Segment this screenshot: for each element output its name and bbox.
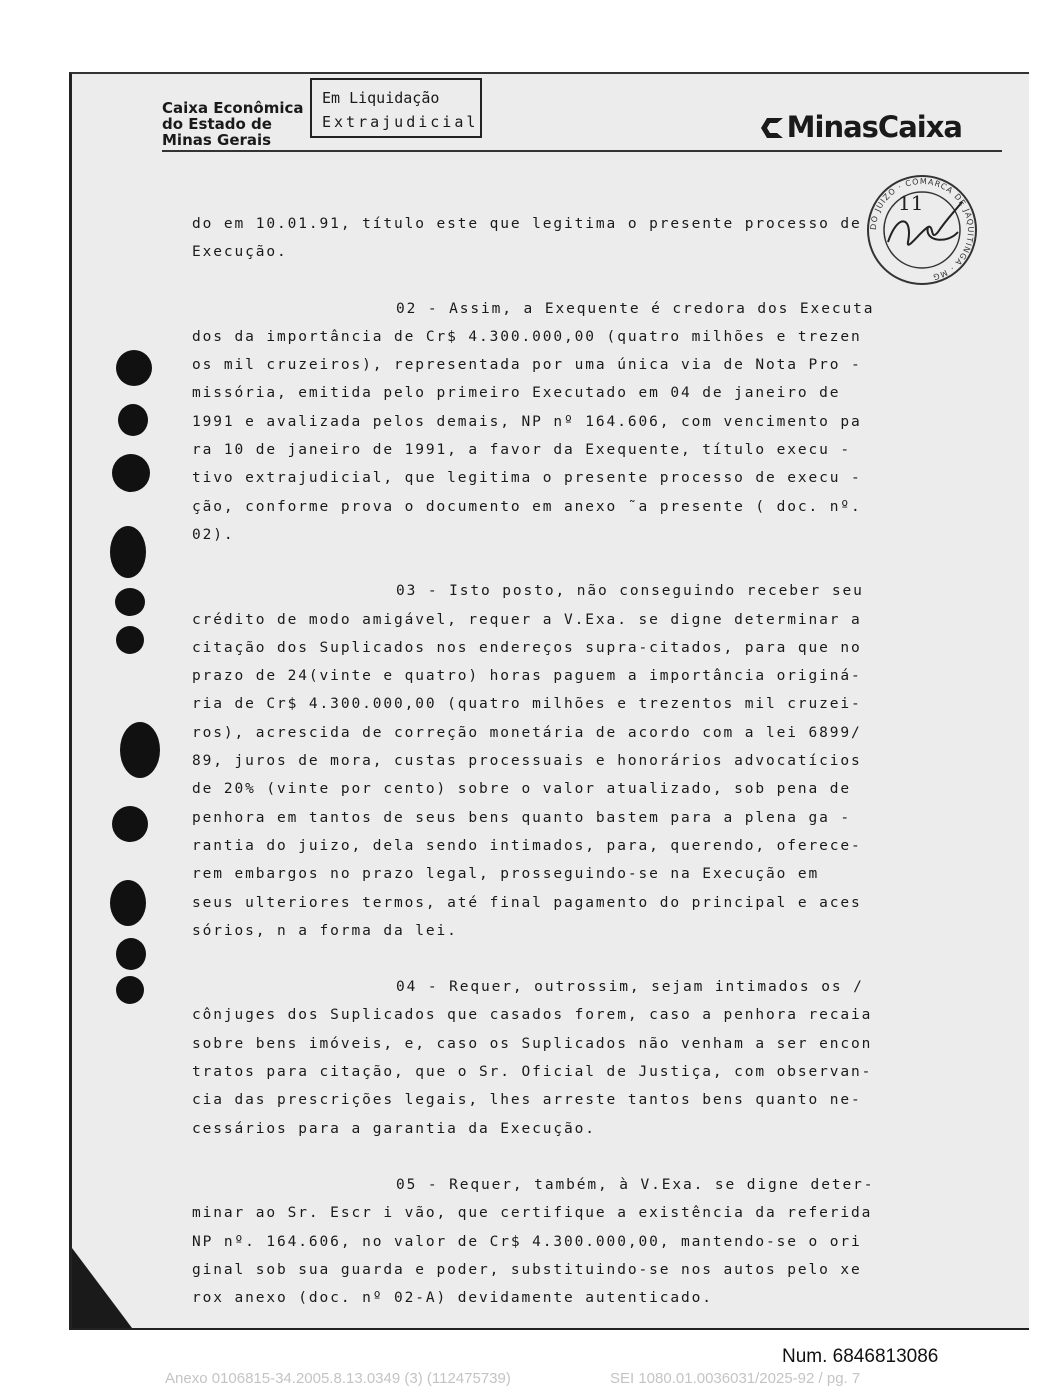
body-line: cessários para a garantia da Execução. — [192, 1120, 596, 1137]
punch-hole — [112, 806, 148, 842]
bank-name — [162, 100, 304, 148]
seal-ring-text: DO JUIZO · COMARCA DE JAQUITINGA · MG — [868, 176, 976, 282]
body-line: 03 - Isto posto, não conseguindo receber seu — [396, 583, 864, 600]
punch-hole — [116, 626, 144, 654]
bank-name-line-2: do Estado de — [162, 115, 272, 133]
body-line: seus ulteriores termos, até final pagamento do principal e aces — [192, 894, 862, 911]
body-line: 04 - Requer, outrossim, sejam intimados os / — [396, 979, 864, 996]
header-rule — [162, 150, 1002, 152]
punch-hole — [120, 722, 160, 778]
logo-mark-icon — [759, 116, 785, 140]
body-line: citação dos Suplicados nos endereços supra-citados, para que no — [192, 639, 862, 656]
body-line: tivo extrajudicial, que legitima o presente processo de execu - — [192, 470, 862, 487]
letterhead — [72, 74, 1029, 156]
stamp-line-1: Em Liquidação — [322, 89, 440, 107]
punch-hole — [115, 588, 145, 616]
body-line: NP nº. 164.606, no valor de Cr$ 4.300.000,00, mantendo-se o ori — [192, 1233, 862, 1250]
body-line: minar ao Sr. Escr i vão, que certifique a existência da referida — [192, 1205, 873, 1222]
body-line: ção, conforme prova o documento em anexo ˜a presente ( doc. nº. — [192, 498, 862, 515]
stamp-line-2: Extrajudicial — [322, 113, 479, 131]
body-line: cônjuges dos Suplicados que casados forem, caso a penhora recaia — [192, 1007, 873, 1024]
seal-page-number: 11 — [898, 191, 924, 215]
sei-reference: SEI 1080.01.0036031/2025-92 / pg. 7 — [610, 1370, 861, 1387]
punch-hole — [110, 880, 146, 926]
document-body — [192, 210, 912, 1312]
punch-hole — [116, 938, 146, 970]
punch-hole — [116, 976, 144, 1004]
body-line: 05 - Requer, também, à V.Exa. se digne deter- — [396, 1176, 875, 1193]
body-line: dos da importância de Cr$ 4.300.000,00 (quatro milhões e trezen — [192, 328, 862, 345]
body-line: rantia do juizo, dela sendo intimados, para, querendo, oferece- — [192, 837, 862, 854]
body-line: do em 10.01.91, título este que legitima o presente processo de — [192, 216, 862, 232]
body-line: rem embargos no prazo legal, prosseguindo-se na Execução em — [192, 866, 820, 883]
body-line: 02). — [192, 526, 235, 543]
logo-text: MinasCaixa — [786, 110, 962, 144]
body-line: de 20% (vinte por cento) sobre o valor atualizado, sob pena de — [192, 781, 852, 798]
body-line: os mil cruzeiros), representada por uma única via de Nota Pro - — [192, 357, 862, 374]
body-line: rox anexo (doc. nº 02-A) devidamente autenticado. — [192, 1290, 713, 1307]
body-line: 1991 e avalizada pelos demais, NP nº 164.606, com vencimento pa — [192, 413, 862, 430]
body-line: 89, juros de mora, custas processuais e honorários advocatícios — [192, 753, 862, 770]
punch-hole — [118, 404, 148, 436]
body-line: crédito de modo amigável, requer a V.Exa. se digne determinar a — [192, 611, 862, 628]
body-line: tratos para citação, que o Sr. Oficial de Justiça, com observan- — [192, 1064, 873, 1081]
body-line: 02 - Assim, a Exequente é credora dos Executa — [396, 300, 875, 317]
folded-corner — [72, 1248, 132, 1328]
body-line: missória, emitida pelo primeiro Executado em 04 de janeiro de — [192, 385, 841, 402]
body-line: ra 10 de janeiro de 1991, a favor da Exequente, título execu - — [192, 442, 852, 459]
body-line: prazo de 24(vinte e quatro) horas paguem a importância originá- — [192, 668, 862, 685]
body-line: ria de Cr$ 4.300.000,00 (quatro milhões e trezentos mil cruzei- — [192, 696, 862, 713]
scanned-page — [69, 72, 1029, 1330]
punch-hole — [112, 454, 150, 492]
body-line: Execução. — [192, 244, 288, 261]
bank-name-line-1: Caixa Econômica — [162, 99, 304, 117]
minascaixa-logo — [759, 110, 962, 144]
annex-reference: Anexo 0106815-34.2005.8.13.0349 (3) (112475739) — [165, 1370, 511, 1387]
body-line: cia das prescrições legais, lhes arreste tantos bens quanto ne- — [192, 1092, 862, 1109]
liquidation-stamp — [310, 78, 482, 138]
punch-hole — [110, 526, 146, 578]
punch-hole — [116, 350, 152, 386]
body-line: ginal sob sua guarda e poder, substituindo-se nos autos pelo xe — [192, 1261, 862, 1278]
bank-name-line-3: Minas Gerais — [162, 131, 272, 149]
body-line: ros), acrescida de correção monetária de acordo com a lei 6899/ — [192, 724, 862, 741]
body-line: sórios, n a forma da lei. — [192, 922, 458, 939]
body-line: sobre bens imóveis, e, caso os Suplicados não venham a ser encon — [192, 1035, 873, 1052]
body-line: penhora em tantos de seus bens quanto bastem para a plena ga - — [192, 809, 852, 826]
document-number: Num. 6846813086 — [782, 1346, 939, 1367]
